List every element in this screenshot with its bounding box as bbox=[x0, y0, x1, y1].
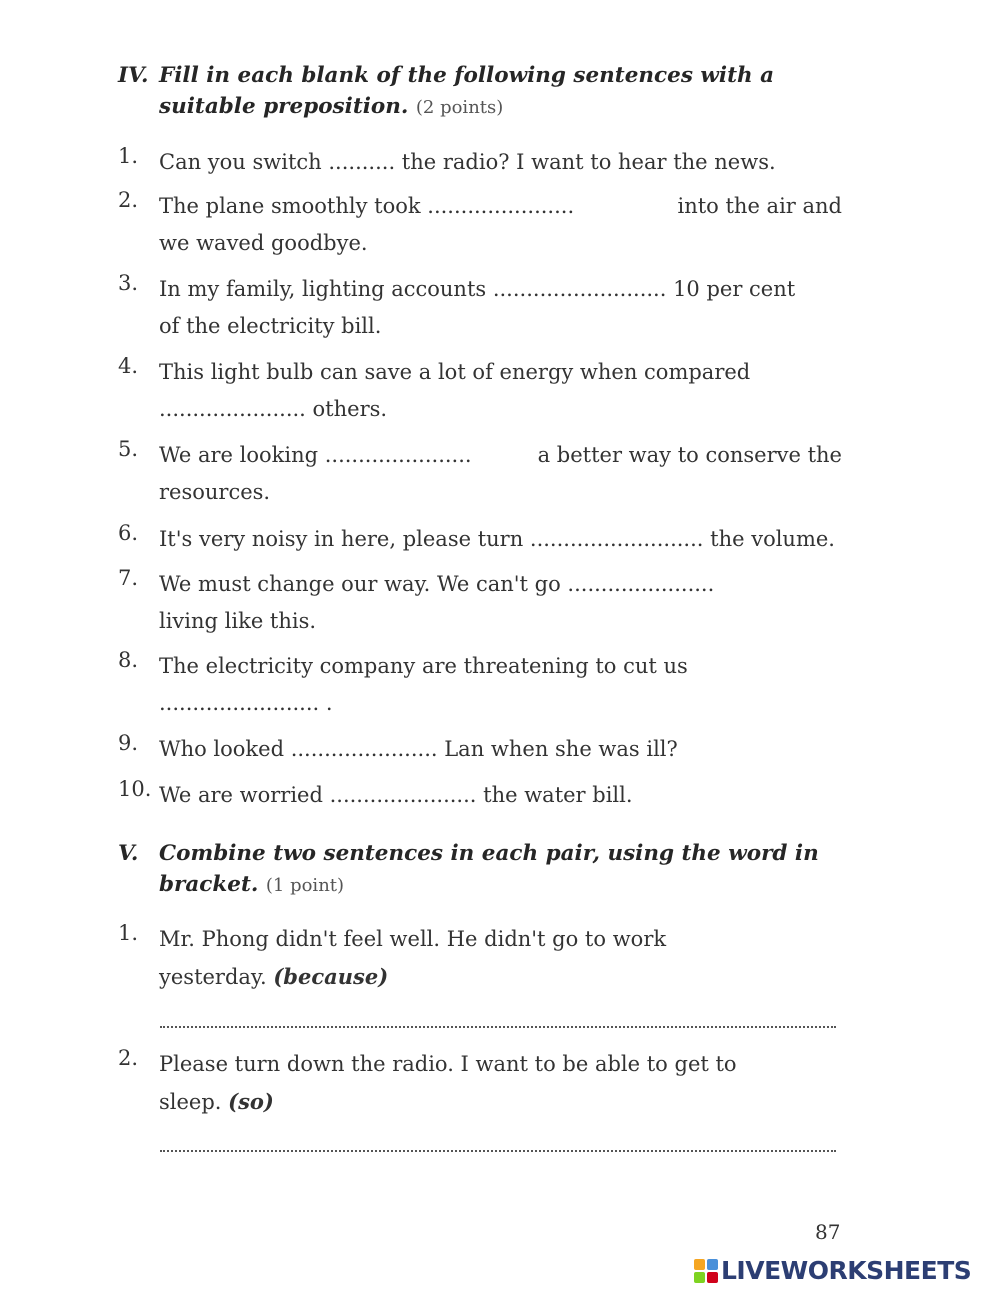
question-item: 9. Who looked ...................... Lan when she was ill? bbox=[118, 731, 842, 768]
question-text: We are looking ...................... bbox=[159, 443, 472, 467]
question-text: sleep. bbox=[159, 1090, 222, 1114]
question-text: The plane smoothly took ...................... bbox=[159, 194, 575, 218]
question-text: into the air and bbox=[677, 194, 842, 218]
question-item: 3. In my family, lighting accounts .......................... 10 per cent of the electricity bill. bbox=[118, 271, 842, 345]
question-text: resources. bbox=[159, 480, 271, 504]
section-iv-number: IV. bbox=[118, 63, 149, 88]
question-item: 1. Can you switch .......... the radio? I want to hear the news. bbox=[118, 144, 842, 181]
question-text: ...................... others. bbox=[159, 397, 388, 421]
section-v-points: (1 point) bbox=[265, 875, 345, 896]
combine-item: 1. Mr. Phong didn't feel well. He didn't go to work yesterday. (because) bbox=[118, 921, 667, 989]
hint-word: (so) bbox=[228, 1089, 274, 1114]
question-text: We must change our way. We can't go ...................... bbox=[159, 572, 715, 596]
combine-item: 2. Please turn down the radio. I want to be able to get to sleep. (so) bbox=[118, 1046, 737, 1114]
section-v-heading bbox=[118, 838, 848, 901]
section-iv-title: Fill in each blank of the following sentences with a suitable preposition. bbox=[159, 63, 775, 119]
question-item: 5. We are looking ...................... a better way to conserve the resources. bbox=[118, 437, 842, 511]
question-text: a better way to conserve the bbox=[537, 443, 842, 467]
question-item: 7. We must change our way. We can't go ...................... living like this. bbox=[118, 566, 842, 640]
question-item: 8. The electricity company are threatening to cut us ........................ . bbox=[118, 648, 842, 722]
question-text: In my family, lighting accounts .......................... 10 per cent bbox=[159, 277, 796, 301]
question-text: Please turn down the radio. I want to be able to get to bbox=[159, 1052, 737, 1076]
section-iv-points: (2 points) bbox=[415, 97, 504, 118]
question-item: 2. The plane smoothly took ...................... into the air and we waved goodbye. bbox=[118, 188, 842, 262]
section-iv-heading bbox=[118, 60, 848, 123]
answer-line[interactable] bbox=[160, 1026, 836, 1028]
liveworksheets-logo-icon bbox=[694, 1259, 718, 1283]
question-text: yesterday. bbox=[159, 965, 267, 989]
question-text: Can you switch .......... the radio? I want to hear the news. bbox=[159, 150, 776, 174]
question-text: We are worried ...................... the water bill. bbox=[159, 783, 633, 807]
question-text: The electricity company are threatening to cut us bbox=[159, 654, 688, 678]
question-text: living like this. bbox=[159, 609, 317, 633]
question-text: we waved goodbye. bbox=[159, 231, 368, 255]
page-number: 87 bbox=[815, 1220, 841, 1244]
brand-wordmark: LIVEWORKSHEETS bbox=[721, 1256, 972, 1285]
question-text: It's very noisy in here, please turn .......................... the volume. bbox=[159, 527, 835, 551]
answer-line[interactable] bbox=[160, 1150, 836, 1152]
question-item: 10. We are worried ...................... the water bill. bbox=[118, 777, 842, 814]
question-item: 6. It's very noisy in here, please turn .......................... the volume. bbox=[118, 521, 842, 558]
question-text: ........................ . bbox=[159, 691, 333, 715]
liveworksheets-brand[interactable] bbox=[694, 1256, 971, 1285]
section-v-title: Combine two sentences in each pair, using the word in bracket. bbox=[159, 841, 819, 897]
section-v-number: V. bbox=[118, 841, 139, 866]
question-text: of the electricity bill. bbox=[159, 314, 382, 338]
hint-word: (because) bbox=[273, 964, 389, 989]
question-text: This light bulb can save a lot of energy when compared bbox=[159, 360, 751, 384]
question-text: Who looked ...................... Lan when she was ill? bbox=[159, 737, 678, 761]
question-text: Mr. Phong didn't feel well. He didn't go to work bbox=[159, 927, 667, 951]
question-item: 4. This light bulb can save a lot of energy when compared ...................... others. bbox=[118, 354, 842, 428]
